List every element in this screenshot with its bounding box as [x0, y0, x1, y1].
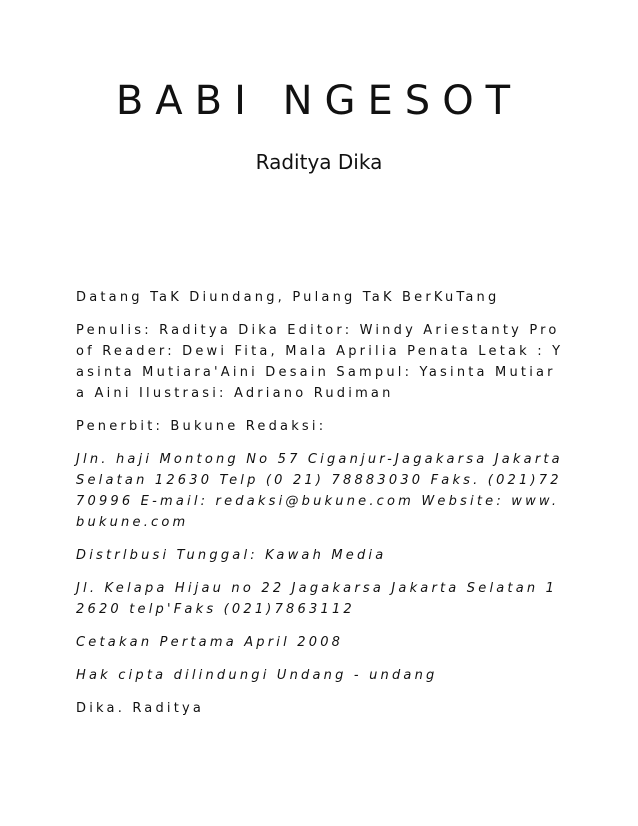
page-title: BABI NGESOT: [115, 78, 523, 124]
distributor-address: Jl. Kelapa Hijau no 22 Jagakarsa Jakarta Selatan 12620 telp'Faks (021)7863112: [76, 581, 558, 617]
credits-paragraph: Penulis: Raditya Dika Editor: Windy Ariestanty Proof Reader: Dewi Fita, Mala Aprilia Penata Letak : Yasinta Mutiara'Aini Desain Sampul: Yasinta Mutiara Aini Ilustrasi: Adriano Rudiman: [76, 323, 564, 401]
copyright-line: Hak cipta dilindungi Undang - undang: [76, 668, 438, 683]
colophon-text: [76, 287, 566, 731]
subtitle-line: Datang TaK Diundang, Pulang TaK BerKuTang: [76, 290, 500, 305]
publisher-address: Jln. haji Montong No 57 Ciganjur-Jagakarsa Jakarta Selatan 12630 Telp (0 21) 78883030 Faks. (021)7270996 E-mail: redaksi@bukune.com Website: www.bukune.com: [76, 452, 563, 530]
distributor-line: Distrlbusi Tunggal: Kawah Media: [76, 548, 387, 563]
catalog-name: Dika. Raditya: [76, 701, 205, 716]
publisher-line: Penerbit: Bukune Redaksi:: [76, 419, 327, 434]
author-name: Raditya Dika: [255, 150, 383, 174]
edition-line: Cetakan Pertama April 2008: [76, 635, 344, 650]
